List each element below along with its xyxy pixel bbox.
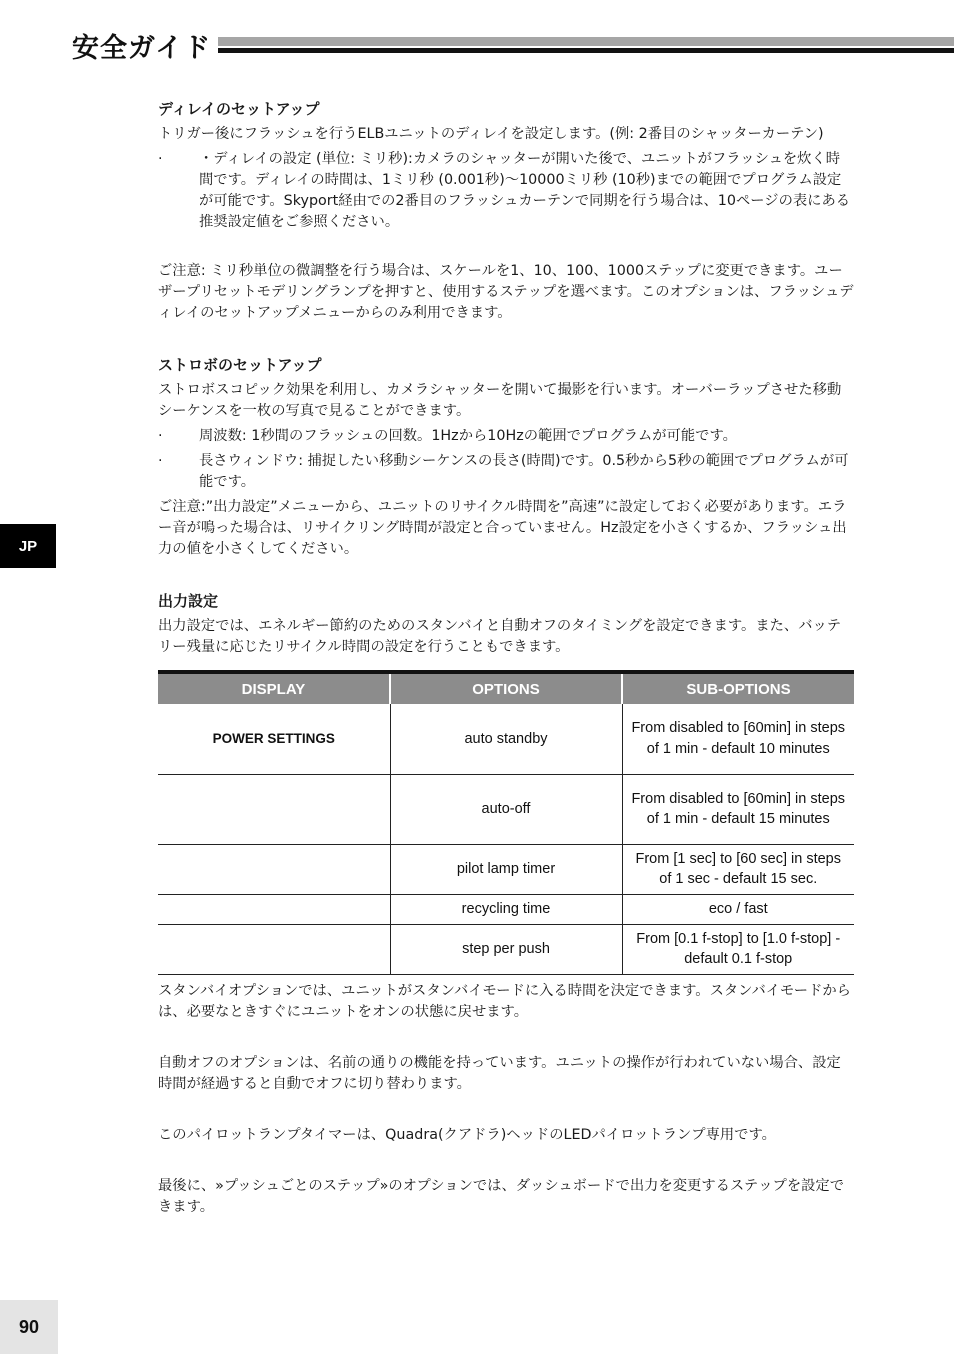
column-header-display: DISPLAY <box>158 672 390 704</box>
table-cell-display: POWER SETTINGS <box>158 704 390 774</box>
table-cell-sub-option: From disabled to [60min] in steps of 1 min - default 15 minutes <box>622 774 854 844</box>
table-cell-sub-option: From disabled to [60min] in steps of 1 min - default 10 minutes <box>622 704 854 774</box>
column-header-options: OPTIONS <box>390 672 622 704</box>
output-section <box>158 590 854 1218</box>
delay-note: ご注意: ミリ秒単位の微調整を行う場合は、スケールを1、10、100、1000ステップに変更できます。ユーザープリセットモデリングランプを押すと、使用するステップを選べます。このオプションは、フラッシュディレイのセットアップメニューからのみ利用できます。 <box>158 263 854 321</box>
table-cell-display <box>158 894 390 924</box>
output-heading: 出力設定 <box>158 592 219 610</box>
table-cell-option: pilot lamp timer <box>390 844 622 894</box>
list-item <box>158 451 854 493</box>
page-title: 安全ガイド <box>72 33 212 64</box>
bullet-marker: · <box>158 453 163 469</box>
output-intro: 出力設定では、エネルギー節約のためのスタンバイと自動オフのタイミングを設定できます。また、バッテリー残量に応じたリサイクル時間の設定を行うこともできます。 <box>158 618 842 655</box>
table-cell-display <box>158 774 390 844</box>
table-cell-sub-option: From [0.1 f-stop] to [1.0 f-stop] - default 0.1 f-stop <box>622 924 854 974</box>
header-rule-gray <box>218 37 954 46</box>
language-tab: JP <box>0 524 56 568</box>
bullet-text: 周波数: 1秒間のフラッシュの回数。1Hzから10Hzの範囲でプログラムが可能です。 <box>199 428 737 444</box>
table-cell-option: auto-off <box>390 774 622 844</box>
table-row <box>158 844 854 894</box>
bullet-marker: · <box>158 428 163 444</box>
delay-heading: ディレイのセットアップ <box>158 100 320 118</box>
column-header-sub-options: SUB-OPTIONS <box>622 672 854 704</box>
bullet-marker: · <box>158 151 163 167</box>
strobo-section <box>158 354 854 560</box>
delay-intro: トリガー後にフラッシュを行うELBユニットのディレイを設定します。(例: 2番目のシャッターカーテン) <box>158 126 824 142</box>
main-content <box>158 98 854 1218</box>
step-per-push-paragraph: 最後に、»プッシュごとのステップ»のオプションでは、ダッシュボードで出力を変更するステップを設定できます。 <box>158 1177 845 1215</box>
table-row <box>158 894 854 924</box>
table-row <box>158 774 854 844</box>
table-cell-option: step per push <box>390 924 622 974</box>
list-item <box>158 149 854 233</box>
table-cell-option: recycling time <box>390 894 622 924</box>
standby-paragraph: スタンバイオプションでは、ユニットがスタンバイモードに入る時間を決定できます。スタンバイモードからは、必要なときすぐにユニットをオンの状態に戻せます。 <box>158 982 851 1020</box>
table-cell-sub-option: eco / fast <box>622 894 854 924</box>
pilot-lamp-paragraph: このパイロットランプタイマーは、Quadra(クアドラ)ヘッドのLEDパイロットランプ専用です。 <box>158 1126 776 1143</box>
options-table <box>158 670 854 975</box>
strobo-bullet-list <box>158 426 854 493</box>
table-row <box>158 924 854 974</box>
bullet-text: ・ディレイの設定 (単位: ミリ秒):カメラのシャッターが開いた後で、ユニットがフラッシュを炊く時間です。ディレイの時間は、1ミリ秒 (0.001秒)〜10000ミリ秒 (10秒)までの範囲でプログラム設定が可能です。Skyport経由での2番目のフラッシュカーテンで同期を行う場合は、10ページの表にある推奨設定値をご参照ください。 <box>199 151 851 230</box>
delay-section <box>158 98 854 324</box>
strobo-note: ご注意:”出力設定”メニューから、ユニットのリサイクル時間を”高速”に設定しておく必要があります。エラー音が鳴った場合は、リサイクリング時間が設定と合っていません。Hz設定を小さくするか、フラッシュ出力の値を小さくしてください。 <box>158 499 847 557</box>
table-cell-sub-option: From [1 sec] to [60 sec] in steps of 1 sec - default 15 sec. <box>622 844 854 894</box>
bullet-text: 長さウィンドウ: 捕捉したい移動シーケンスの長さ(時間)です。0.5秒から5秒の範囲でプログラムが可能です。 <box>199 453 849 490</box>
table-cell-option: auto standby <box>390 704 622 774</box>
page-number: 90 <box>0 1300 58 1354</box>
table-cell-display <box>158 924 390 974</box>
header-rule-black <box>218 48 954 53</box>
delay-bullet-list <box>158 149 854 233</box>
strobo-intro: ストロボスコピック効果を利用し、カメラシャッターを開いて撮影を行います。オーバーラップさせた移動シーケンスを一枚の写真で見ることができます。 <box>158 382 842 419</box>
table-cell-display <box>158 844 390 894</box>
table-header-row <box>158 672 854 704</box>
strobo-heading: ストロボのセットアップ <box>158 356 322 374</box>
auto-off-paragraph: 自動オフのオプションは、名前の通りの機能を持っています。ユニットの操作が行われていない場合、設定時間が経過すると自動でオフに切り替わります。 <box>158 1054 841 1092</box>
table-row <box>158 704 854 774</box>
list-item <box>158 426 854 447</box>
